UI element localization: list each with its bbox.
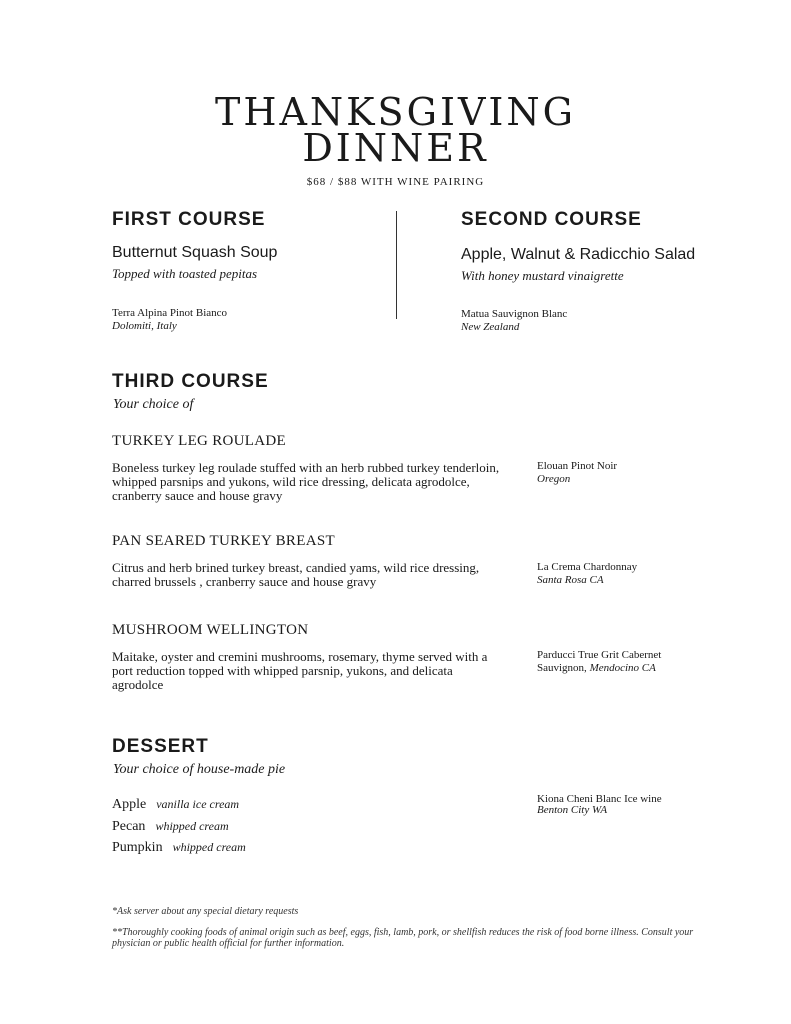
pie-note: whipped cream xyxy=(155,819,229,833)
main-item-wine-name: La Crema Chardonnay xyxy=(537,561,638,573)
dessert-heading: DESSERT xyxy=(112,736,209,757)
second-course-wine-region: New Zealand xyxy=(461,321,520,333)
pie-item xyxy=(112,795,239,813)
pie-note: whipped cream xyxy=(172,840,246,854)
dessert-subtitle: Your choice of house-made pie xyxy=(113,762,286,777)
main-item-wine-region: Mendocino CA xyxy=(589,662,656,674)
first-course-note: Topped with toasted pepitas xyxy=(112,266,258,281)
main-item-description: Boneless turkey leg roulade stuffed with an herb rubbed turkey tenderloin, whipped parsnips and yukons, wild rice dressing, delicata agrodolce, cranberry sauce and house gravy xyxy=(112,460,500,503)
second-course-heading: SECOND COURSE xyxy=(461,209,642,230)
first-course-heading: FIRST COURSE xyxy=(112,209,266,230)
main-item-wine-region: Oregon xyxy=(537,473,571,485)
footer-dietary-note: *Ask server about any special dietary requests xyxy=(112,906,299,917)
main-item-wine-name: Parducci True Grit Cabernet xyxy=(537,649,662,661)
third-course-heading: THIRD COURSE xyxy=(112,371,269,392)
pie-name: Pecan xyxy=(112,819,146,834)
main-item-wine-region: Santa Rosa CA xyxy=(537,574,604,586)
main-item-wine-name-line2: Sauvignon, xyxy=(537,662,587,674)
main-item-description: Citrus and herb brined turkey breast, candied yams, wild rice dressing, charred brussels , cranberry sauce and house gravy xyxy=(112,560,480,589)
course-divider xyxy=(396,211,397,319)
first-course-wine-region: Dolomiti, Italy xyxy=(112,320,177,332)
main-item-wine-name-cont xyxy=(537,662,737,675)
dessert-wine-name: Kiona Cheni Blanc Ice wine xyxy=(537,793,662,805)
first-course-wine-name: Terra Alpina Pinot Bianco xyxy=(112,307,228,319)
price-line: $68 / $88 WITH WINE PAIRING xyxy=(306,176,485,188)
main-item-wine-name: Elouan Pinot Noir xyxy=(537,460,618,472)
menu-title-line2: DINNER xyxy=(302,126,489,170)
second-course-note: With honey mustard vinaigrette xyxy=(461,268,624,283)
main-item-name: PAN SEARED TURKEY BREAST xyxy=(112,533,335,549)
pie-name: Pumpkin xyxy=(112,840,163,855)
second-course-dish: Apple, Walnut & Radicchio Salad xyxy=(461,246,696,263)
main-item-name: TURKEY LEG ROULADE xyxy=(112,433,286,449)
pie-item xyxy=(112,838,246,856)
third-course-subtitle: Your choice of xyxy=(113,397,194,412)
footer-health-advisory: **Thoroughly cooking foods of animal origin such as beef, eggs, fish, lamb, pork, or shellfish reduces the risk of food borne illness. Consult your physician or public health official for further information. xyxy=(112,927,694,949)
dessert-wine-region: Benton City WA xyxy=(537,804,608,816)
main-item-name: MUSHROOM WELLINGTON xyxy=(112,622,309,638)
pie-item xyxy=(112,817,229,835)
second-course-wine-name: Matua Sauvignon Blanc xyxy=(461,308,568,320)
main-item-description: Maitake, oyster and cremini mushrooms, rosemary, thyme served with a port reduction topped with whipped parsnip, yukons, and delicata agrodolce xyxy=(112,649,488,692)
pie-name: Apple xyxy=(112,797,147,812)
menu-title-line1: THANKSGIVING xyxy=(214,90,577,134)
first-course-dish: Butternut Squash Soup xyxy=(112,244,278,261)
pie-note: vanilla ice cream xyxy=(156,797,240,811)
